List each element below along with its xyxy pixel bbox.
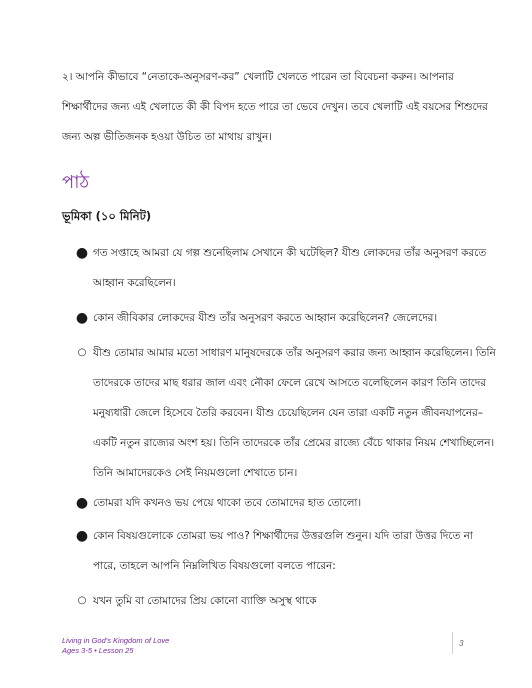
- list-item-line: মনুষ্যধারী জেলে হিসেবে তৈরি করবেন। যীশু চেয়েছিলেন যেন তারা একটি নতুন জীবনযাপনের–: [93, 407, 483, 419]
- bullet-filled-icon: ●: [75, 528, 89, 544]
- intro-paragraph: [62, 62, 488, 152]
- list-item-line: তাদেরকে তাদের মাছ ধরার জাল এবং নৌকা ফেলে রেখে আসতে বলেছিলেন কারণ তিনি তাদের: [93, 377, 487, 389]
- list-item-line: যীশু তোমার আমার মতো সাধারণ মানুষদেরকে তাঁর অনুসরণ করার জন্য আহ্বান করেছিলেন। তিনি: [93, 347, 496, 359]
- footer-subtitle: Ages 3-5 • Lesson 25: [62, 646, 134, 655]
- bullet-hollow-icon: ○: [77, 347, 87, 358]
- list-item-line: একটি নতুন রাজ্যের অংশ হয়। তিনি তাদেরকে তাঁর প্রেমের রাজ্যে বেঁচে থাকার নিয়ম শেখাচ্ছিলেন।: [93, 437, 495, 449]
- list-item-line: তিনি আমাদেরকেও সেই নিয়মগুলো শেখাতে চান।: [93, 467, 298, 479]
- list-item-line: যখন তুমি বা তোমাদের প্রিয় কোনো ব্যাক্তি অসুস্থ থাকে: [93, 595, 317, 607]
- footer-title: Living in God's Kingdom of Love: [62, 636, 170, 645]
- intro-line: জন্য অল্প ভীতিজনক হওয়া উচিত তা মাথায় রাখুন।: [62, 131, 272, 143]
- subheading: ভূমিকা (১০ মিনিট): [62, 209, 152, 223]
- list-item-line: আহ্বান করেছিলেন।: [93, 277, 176, 289]
- list-item-line: তোমরা যদি কখনও ভয় পেয়ে থাকো তবে তোমাদের হাত তোলো।: [93, 497, 362, 509]
- section-heading: পাঠ: [62, 172, 90, 193]
- footer: [62, 636, 169, 656]
- page-number: 3: [459, 639, 464, 648]
- intro-line: ২। আপনি কীভাবে “নেতাকে-অনুসরণ-কর” খেলাটি খেলতে পারেন তা বিবেচনা করুন। আপনার: [62, 71, 454, 83]
- list-item-line: গত সপ্তাহে আমরা যে গল্প শুনেছিলাম সেখানে কী ঘটেছিল? যীশু লোকদের তাঁর অনুসরণ করতে: [93, 247, 487, 259]
- bullet-filled-icon: ●: [75, 495, 89, 511]
- list-item-line: কোন জীবিকার লোকদের যীশু তাঁর অনুসরণ করতে আহ্বান করেছিলেন? জেলেদের।: [93, 312, 438, 324]
- intro-line: শিক্ষার্থীদের জন্য এই খেলাতে কী কী বিপদ হতে পারে তা ভেবে দেখুন। তবে খেলাটি এই বয়সের শিশুদের: [62, 101, 488, 113]
- bullet-hollow-icon: ○: [77, 595, 87, 606]
- list-item-line: পারে, তাহলে আপনি নিম্নলিখিত বিষয়গুলো বলতে পারেন:: [93, 560, 336, 572]
- bullet-filled-icon: ●: [75, 310, 89, 326]
- footer-divider: [452, 632, 453, 654]
- bullet-filled-icon: ●: [75, 245, 89, 261]
- list-item-line: কোন বিষয়গুলোকে তোমরা ভয় পাও? শিক্ষার্থীদের উত্তরগুলি শুনুন। যদি তারা উত্তর দিতে না: [93, 530, 473, 542]
